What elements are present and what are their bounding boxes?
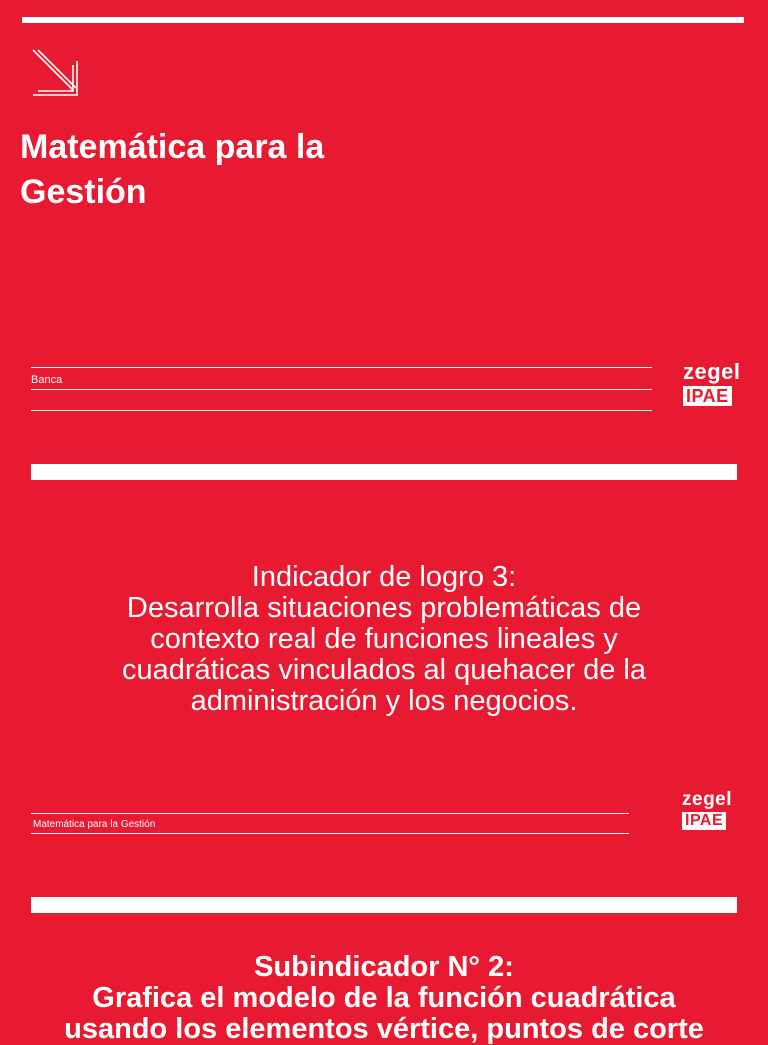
- indicator-heading: Indicador de logro 3:: [251, 561, 517, 593]
- divider-line: [31, 389, 652, 390]
- logo-ipae-text: IPAE: [682, 812, 726, 830]
- indicator-line: cuadráticas vinculados al quehacer de la: [122, 654, 646, 686]
- achievement-indicator: [0, 562, 768, 717]
- section-bar: [31, 464, 737, 480]
- sub-indicator: [0, 952, 768, 1045]
- footer-label: Banca: [31, 374, 63, 386]
- indicator-line: Desarrolla situaciones problemáticas de: [126, 592, 642, 624]
- divider-line: [31, 410, 652, 411]
- logo-zegel-text: zegel: [683, 359, 741, 384]
- logo-zegel-text: zegel: [682, 789, 733, 810]
- footer-label: Matemática para la Gestión: [33, 819, 156, 830]
- section-bar: [31, 897, 737, 913]
- indicator-line: contexto real de funciones lineales y: [150, 623, 618, 655]
- subindicator-line: Grafica el modelo de la función cuadrática: [92, 982, 676, 1014]
- subindicator-heading: Subindicador N° 2:: [254, 951, 514, 983]
- title-line-1: Matemática para la: [20, 128, 325, 166]
- top-bar: [22, 17, 744, 23]
- document-title: [20, 125, 440, 215]
- divider-line: [31, 813, 629, 814]
- zegel-ipae-logo: [683, 360, 741, 407]
- logo-ipae-text: IPAE: [683, 386, 732, 406]
- divider-line: [31, 367, 652, 368]
- title-line-2: Gestión: [20, 173, 147, 211]
- divider-line: [31, 833, 629, 834]
- subindicator-line: usando los elementos vértice, puntos de corte: [64, 1013, 704, 1045]
- zegel-ipae-logo: [682, 789, 732, 830]
- indicator-line: administración y los negocios.: [190, 685, 578, 717]
- arrow-down-right-icon: [30, 47, 80, 99]
